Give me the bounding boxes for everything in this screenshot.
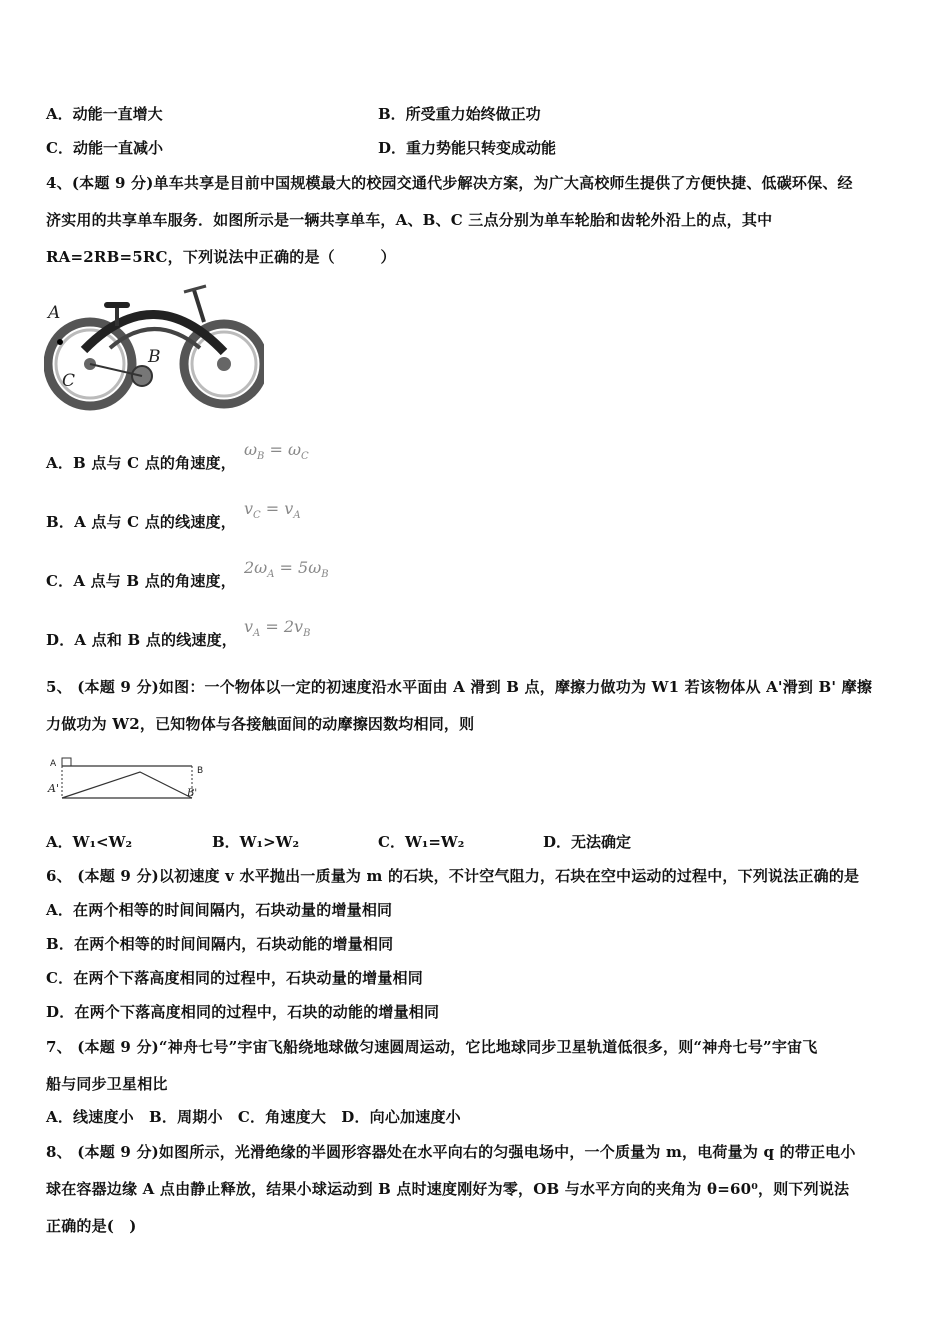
q4-stem-line-1: 4、(本题 9 分)单车共享是目前中国规模最大的校园交通代步解决方案，为广大高校师生提供了方便快捷、低碳环保、经 <box>46 174 853 192</box>
bike-label-c: C <box>62 371 76 391</box>
q5-option-a: A．W₁<W₂ <box>46 833 133 851</box>
q4-stem-line-3: RA=2RB=5RC，下列说法中正确的是（ ） <box>46 248 396 266</box>
q3-option-b: B．所受重力始终做正功 <box>378 105 541 123</box>
q6-option-b: B．在两个相等的时间间隔内，石块动能的增量相同 <box>46 935 394 953</box>
q4-option-b: B．A 点与 C 点的线速度， <box>46 513 236 531</box>
bike-label-a: A <box>48 303 61 323</box>
q8-stem-line-1: 8、 (本题 9 分)如图所示，光滑绝缘的半圆形容器处在水平向右的匀强电场中，一个质量为 m，电荷量为 q 的带正电小 <box>46 1143 856 1161</box>
bicycle-figure <box>44 282 264 414</box>
q4-formula-c: $2\omega_A = 5\omega_B$ <box>244 558 329 581</box>
q6-option-c: C．在两个下落高度相同的过程中，石块动量的增量相同 <box>46 969 423 987</box>
q7-stem-line-1: 7、 (本题 9 分)“神舟七号”宇宙飞船绕地球做匀速圆周运动，它比地球同步卫星轨道低很多，则“神舟七号”宇宙飞 <box>46 1038 818 1056</box>
bike-label-b: B <box>148 347 161 367</box>
q7-options: A．线速度小 B．周期小 C．角速度大 D．向心加速度小 <box>46 1108 461 1126</box>
q4-option-a: A．B 点与 C 点的角速度， <box>46 454 236 472</box>
q3-option-d: D．重力势能只转变成动能 <box>378 139 557 157</box>
q8-stem-line-3: 正确的是( ) <box>46 1217 137 1235</box>
q4-formula-d: $v_A = 2v_B$ <box>244 617 311 640</box>
slope-label-b-prime: B' <box>187 788 198 799</box>
q4-option-d: D．A 点和 B 点的线速度， <box>46 631 237 649</box>
q3-option-a: A．动能一直增大 <box>46 105 163 123</box>
q4-stem-line-2: 济实用的共享单车服务．如图所示是一辆共享单车，A、B、C 三点分别为单车轮胎和齿轮外沿上的点，其中 <box>46 211 773 229</box>
q4-formula-a: $\omega_B = \omega_C$ <box>244 440 309 463</box>
slope-label-b: B <box>197 766 204 776</box>
q5-option-c: C．W₁=W₂ <box>378 833 465 851</box>
q5-stem-line-1: 5、 (本题 9 分)如图：一个物体以一定的初速度沿水平面由 A 滑到 B 点，摩擦力做功为 W1 若该物体从 A'滑到 B' 摩擦 <box>46 678 873 696</box>
q7-stem-line-2: 船与同步卫星相比 <box>46 1075 168 1093</box>
slope-label-a-prime: A' <box>48 782 59 795</box>
slope-label-a: A <box>50 759 57 769</box>
q4-option-c: C．A 点与 B 点的角速度， <box>46 572 236 590</box>
q6-option-a: A．在两个相等的时间间隔内，石块动量的增量相同 <box>46 901 393 919</box>
q5-option-b: B．W₁>W₂ <box>212 833 300 851</box>
q3-option-c: C．动能一直减小 <box>46 139 163 157</box>
q4-formula-b: $v_C = v_A$ <box>244 499 301 522</box>
q5-stem-line-2: 力做功为 W2，已知物体与各接触面间的动摩擦因数均相同，则 <box>46 715 475 733</box>
q5-option-d: D．无法确定 <box>543 833 632 851</box>
slope-figure <box>46 752 216 804</box>
q6-stem: 6、 (本题 9 分)以初速度 v 水平抛出一质量为 m 的石块，不计空气阻力，石块在空中运动的过程中，下列说法正确的是 <box>46 867 860 885</box>
q8-stem-line-2: 球在容器边缘 A 点由静止释放，结果小球运动到 B 点时速度刚好为零，OB 与水平方向的夹角为 θ=60⁰，则下列说法 <box>46 1180 850 1198</box>
q6-option-d: D．在两个下落高度相同的过程中，石块的动能的增量相同 <box>46 1003 440 1021</box>
